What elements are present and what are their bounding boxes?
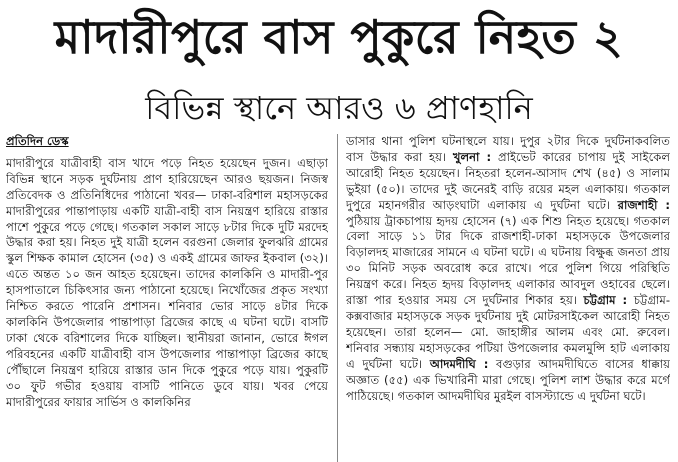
subheadline: বিভিন্ন স্থানে আরও ৬ প্রাণহানি [145,89,533,127]
section-place-chattogram: চট্টগ্রাম : [583,293,628,308]
left-column [6,134,328,462]
section-place-rajshahi: রাজশাহী : [617,197,670,212]
section-place-khulna: খুলনা : [452,149,492,164]
section-text-adamdighi: বগুড়ার আদমদীঘিতে বাসের ধাক্কায় অজ্ঞাত (৫৫) এক ভিখারিনী মারা গেছে। পুলিশ লাশ উদ্ধার করে মর্গে পাঠিয়েছে। গতকাল আদমদীঘির মুরইল বাসস্ট্যান্ডে এ দুর্ঘটনা ঘটে। [346,356,670,403]
right-column [346,134,670,462]
headline: মাদারীপুরে বাস পুকুরে নিহত ২ [54,10,624,64]
section-text-khulna: প্রাইভেট কারের চাপায় দুই সাইকেল আরোহী নিহত হয়েছেন। নিহতরা হলেন-আসাদ শেখ (৪৫) ও সালাম ভুইয়া (৫০)। তাদের দুই জনেরই বাড়ি রয়ের মহল এলাকায়। গতকাল দুপুরে মহানগরীর আড়ংঘাটা এলাকায় এ দুর্ঘটনা ঘটে। [346,149,670,212]
byline: প্রতিদিন ডেস্ক [6,134,69,148]
section-place-adamdighi: আদমদীঘি : [429,356,489,371]
section-text-chattogram: চট্টগ্রাম-কক্সবাজার মহাসড়কে সড়ক দুর্ঘটনায় দুই মোটরসাইকেল আরোহী নিহত হয়েছেন। তারা হলেন— মো. জাহাঙ্গীর আলম এবং মো. রুবেল। শনিবার সন্ধ্যায় মহাসড়কের পটিয়া উপজেলার কমলমুন্সি হাট এলাকায় এ দুর্ঘটনা ঘটে। [346,293,670,371]
right-intro-paragraph [346,134,670,404]
column-divider [337,134,338,462]
section-text-rajshahi: পুঠিয়ায় ট্রাকচাপায় হৃদয় হোসেন (৭) এক শিশু নিহত হয়েছে। গতকাল বেলা সাড়ে ১১ টার দিকে রাজশাহী-ঢাকা মহাসড়কে উপজেলার বিড়ালদহ মাজারের সামনে এ ঘটনা ঘটে। এ ঘটনায় বিক্ষুব্ধ জনতা প্রায় ৩০ মিনিট সড়ক অবরোধ করে রাখে। পরে পুলিশ গিয়ে পরিস্থিতি নিয়ন্ত্রণ করে। নিহত হৃদয় বিড়ালদহ এলাকার আবদুল ওহাবের ছেলে। রাস্তা পার হওয়ার সময় সে দুর্ঘটনার শিকার হয়। [346,213,670,308]
right-intro-text: ডাসার থানা পুলিশ ঘটনাস্থলে যায়। দুপুর ২টার দিকে দুর্ঘটনাকবলিত বাস উদ্ধার করা হয়। [346,134,670,164]
left-paragraph: মাদারীপুরে যাত্রীবাহী বাস খাদে পড়ে নিহত হয়েছেন দুজন। এছাড়া বিভিন্ন স্থানে সড়ক দুর্ঘটনায় প্রাণ হারিয়েছেন আরও ছয়জন। নিজস্ব প্রতিবেদক ও প্রতিনিধিদের পাঠানো খবর— ঢাকা-বরিশাল মহাসড়কের মাদারীপুরের পান্তাপাড়ায় একটি যাত্রী-বাহী বাস নিয়ন্ত্রণ হারিয়ে রাস্তার পাশে পুকুরে পড়ে গেছে। গতকাল সকাল সাড়ে ৮টার দিকে দুটি মরদেহ উদ্ধার করা হয়। নিহত দুই যাত্রী হলেন বরগুনা জেলার ফুলঝরি গ্রামের স্কুল শিক্ষক কামাল হোসেন (৩৫) ও একই গ্রামের জাফর ইকবাল (৩২)। এতে অন্তত ১০ জন আহত হয়েছেন। তাদের কালকিনি ও মাদারী-পুর হাসপাতালে চিকিৎসার জন্য পাঠানো হয়েছে। নিখোঁজের প্রকৃত সংখ্যা নিশ্চিত করতে পারেনি প্রশাসন। শনিবার ভোর সাড়ে ৪টার দিকে কালকিনি উপজেলার পান্তাপাড়া ব্রিজের কাছে এ ঘটনা ঘটে। বাসটি ঢাকা থেকে বরিশালের দিকে যাচ্ছিল। স্থানীয়রা জানান, ভোরে ঈগল পরিবহনের একটি যাত্রীবাহী বাস উপজেলার পান্তাপাড়া ব্রিজের কাছে পৌঁছালে নিয়ন্ত্রণ হারিয়ে রাস্তার ডান দিকে পুকুরে পড়ে যায়। পুকুরটি ৩০ ফুট গভীর হওয়ায় বাসটি পানিতে ডুবে যায়। খবর পেয়ে মাদারীপুরের ফায়ার সার্ভিস ও কালকিনির [6,155,328,409]
